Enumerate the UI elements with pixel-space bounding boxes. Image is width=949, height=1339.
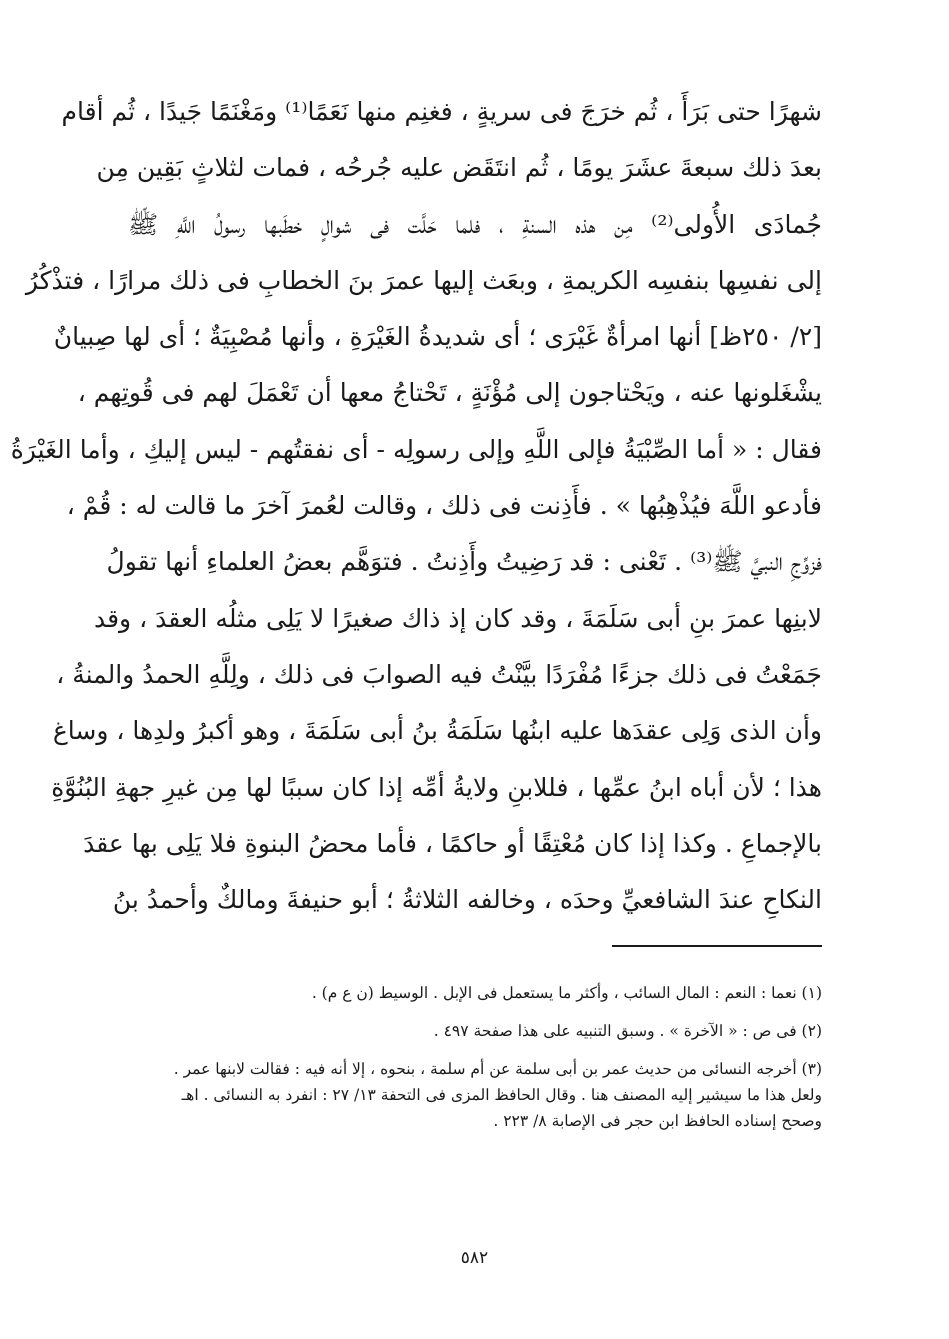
- text-line: فأدعو اللَّهَ فيُذْهِبُها » . فأَذِنت فى ذلك ، وقالت لعُمرَ آخرَ ما قالت له : قُمْ ،: [66, 491, 822, 521]
- footnote-3: [112, 1056, 822, 1134]
- text-line: بالإجماعِ . وكذا إذا كان مُعْتِقًا أو حاكمًا ، فأما محضُ البنوةِ فلا يَلِى بها عقدَ: [83, 828, 822, 858]
- text-line: هذا ؛ لأن أباه ابنُ عمِّها ، فللابنِ ولايةُ أمِّه إذا كان سببًا لها مِن غيرِ جهةِ البُنُوَّةِ: [51, 772, 822, 802]
- text-line: لابنِها عمرَ بنِ أبى سَلَمَةَ ، وقد كان إذ ذاك صغيرًا لا يَلِى مثلُه العقدَ ، وقد: [93, 603, 822, 633]
- text-line: فقال : « أما الصِّبْيَةُ فإلى اللَّهِ وإلى رسولِه - أى نفقتُهم - ليس إليكِ ، وأما الغَيْرَةُ: [10, 434, 822, 464]
- text-line: جُمادَى الأُولى⁽²⁾ مِن هذه السنةِ ، فلما حَلَّت فى شوالٍ خطَبها رسولُ اللَّهِ ﷺ: [128, 209, 822, 239]
- text-line: [٢/ ٢٥٠ظ] أنها امرأةٌ غَيْرَى ؛ أى شديدةُ الغَيْرَةِ ، وأنها مُصْبِيَةٌ ؛ أى لها صِبيانٌ: [53, 322, 822, 352]
- footnote-1: [112, 980, 822, 1006]
- text-line: إلى نفسِها بنفسِه الكريمةِ ، وبعَث إليها عمرَ بنَ الخطابِ فى ذلك مرارًا ، فتذْكُرُ: [25, 265, 822, 295]
- text-line: وأن الذى وَلِى عقدَها عليه ابنُها سَلَمَةُ بنُ أبى سَلَمَةَ ، وهو أكبرُ ولدِها ، وساغ: [52, 716, 822, 746]
- footnote-2: [112, 1018, 822, 1044]
- text-line: فزوِّجِ النبيَّ ﷺ⁽³⁾ . تَعْنى : قد رَضِيتُ وأَذِنتُ . فتوَهَّم بعضُ العلماءِ أنها تقولُ: [106, 547, 822, 577]
- text-line: النكاحِ عندَ الشافعيِّ وحدَه ، وخالفه الثلاثةُ ؛ أبو حنيفةَ ومالكٌ وأحمدُ بنُ: [112, 885, 822, 915]
- footnote-line: (٣) أخرجه النسائى من حديث عمر بن أبى سلمة عن أم سلمة ، بنحوه ، إلا أنه فيه : فقالت لابنها عمر .: [173, 1060, 822, 1078]
- footnote-separator: [612, 945, 822, 947]
- text-line: جَمَعْتُ فى ذلك جزءًا مُفْرَدًا بيَّنْتُ فيه الصوابَ فى ذلك ، ولِلَّهِ الحمدُ والمنةُ ،: [56, 659, 822, 689]
- main-text: [10, 84, 822, 928]
- footnote-line: وصحح إسناده الحافظ ابن حجر فى الإصابة ٨/ ٢٢٣ .: [493, 1112, 822, 1130]
- text-line: يشْغَلونها عنه ، ويَحْتاجون إلى مُؤْنَةٍ ، تَحْتاجُ معها أن تَعْمَلَ لهم فى قُوتِهم ،: [77, 378, 822, 408]
- page-number: ٥٨٢: [460, 1248, 489, 1268]
- footnote-line: (١) نعما : النعم : المال السائب ، وأكثر ما يستعمل فى الإبل . الوسيط (ن ع م) .: [311, 984, 822, 1002]
- text-line: شهرًا حتى بَرَأَ ، ثُم خرَجَ فى سريةٍ ، فغنِم منها نَعَمًا⁽¹⁾ ومَغْنَمًا جَيدًا ، ثُم أقام: [61, 97, 822, 126]
- footnotes: [112, 980, 822, 1146]
- footnote-line: (٢) فى ص : « الآخرة » . وسبق التنبيه على هذا صفحة ٤٩٧ .: [433, 1022, 822, 1040]
- text-line: بعدَ ذلك سبعةَ عشَرَ يومًا ، ثُم انتَقَض عليه جُرحُه ، فمات لثلاثٍ بَقِين مِن: [96, 153, 822, 183]
- footnote-line: ولعل هذا ما سيشير إليه المصنف هنا . وقال الحافظ المزى فى التحفة ١٣/ ٢٧ : انفرد به النسائى . اهـ: [181, 1086, 822, 1104]
